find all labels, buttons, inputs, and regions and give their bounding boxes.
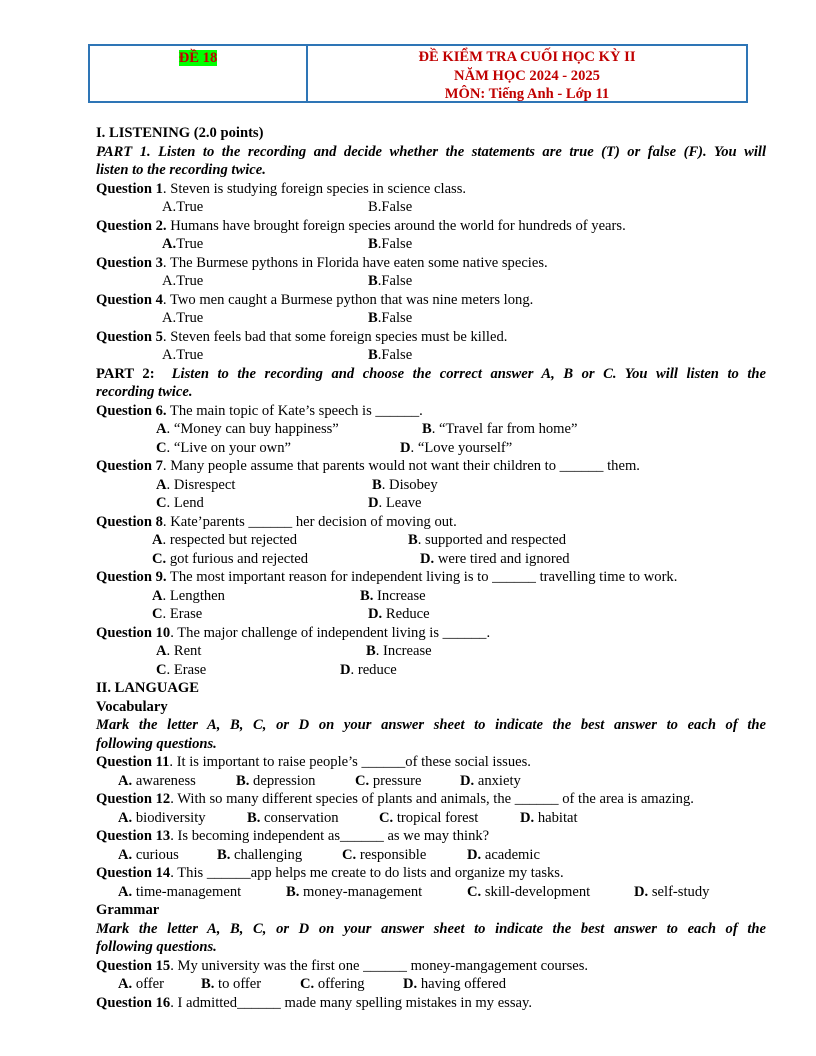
question-8: Question 8. Kate’parents ______ her decision of moving out.	[96, 513, 457, 530]
question-10-options-cd	[96, 661, 766, 680]
option-c: C. Erase	[156, 661, 207, 678]
question-8-options-cd	[96, 550, 766, 569]
option-c: C. offering	[300, 976, 365, 992]
option-c: C. responsible	[342, 846, 427, 863]
option-a: A. curious	[118, 846, 179, 863]
option-a: A.True	[162, 347, 204, 363]
part1-instruction-cont: listen to the recording twice.	[96, 162, 266, 178]
question-5-options	[96, 346, 766, 365]
question-8-options-ab	[96, 531, 766, 550]
question-12: Question 12. With so many different species of plants and animals, the ______ of the area is amazing.	[96, 791, 694, 807]
option-c: C. Lend	[156, 495, 204, 511]
option-d: D. academic	[467, 846, 540, 863]
grammar-instruction-cont: following questions.	[96, 939, 217, 955]
subheading-vocabulary: Vocabulary	[96, 698, 168, 715]
vocab-instruction: Mark the letter A, B, C, or D on your answer sheet to indicate the best answer to each of the	[96, 717, 766, 733]
section-heading-listening: I. LISTENING (2.0 points)	[96, 125, 264, 141]
exam-header-box	[88, 44, 748, 103]
question-6-options-cd	[96, 439, 766, 458]
option-d: D. were tired and ignored	[420, 550, 570, 567]
question-13-options	[96, 846, 766, 865]
option-c: C. pressure	[355, 772, 422, 789]
vocab-instruction-cont: following questions.	[96, 735, 217, 752]
question-13: Question 13. Is becoming independent as______ as we may think?	[96, 828, 490, 844]
question-4-options	[96, 309, 766, 328]
option-b: B. Increase	[366, 643, 432, 659]
option-b: B. challenging	[217, 846, 303, 863]
question-11: Question 11. It is important to raise people’s ______of these social issues.	[96, 754, 531, 770]
option-b: B.False	[368, 347, 413, 363]
question-5: Question 5. Steven feels bad that some foreign species must be killed.	[96, 328, 508, 345]
option-b: B. Disobey	[372, 476, 438, 493]
question-1-options	[96, 198, 766, 217]
option-c: C. tropical forest	[379, 809, 479, 826]
option-a: A.True	[162, 199, 204, 215]
question-9-options-ab	[96, 587, 766, 606]
question-7-options-ab	[96, 476, 766, 495]
option-b: B.False	[368, 310, 413, 326]
question-6: Question 6. The main topic of Kate’s speech is ______.	[96, 402, 423, 419]
question-11-options	[96, 772, 766, 791]
option-d: D. reduce	[340, 661, 397, 678]
question-6-options-ab	[96, 420, 766, 439]
question-3-options	[96, 272, 766, 291]
question-14: Question 14. This ______app helps me create to do lists and organize my tasks.	[96, 865, 564, 881]
exam-code-cell	[90, 46, 308, 101]
option-b: B.False	[368, 236, 413, 252]
section-heading-language: II. LANGUAGE	[96, 680, 199, 696]
subheading-grammar: Grammar	[96, 902, 160, 918]
option-d: D. self-study	[634, 883, 710, 900]
question-15: Question 15. My university was the first one ______ money-mangagement courses.	[96, 957, 589, 974]
option-a: A. biodiversity	[118, 809, 206, 826]
part2-instruction-cont: recording twice.	[96, 384, 193, 400]
part2-instruction: PART 2: Listen to the recording and choose the correct answer A, B or C. You will listen to the	[96, 365, 766, 382]
option-a: A. offer	[118, 976, 164, 992]
option-a: A. Lengthen	[152, 587, 225, 604]
option-b: B. money-management	[286, 883, 423, 900]
grammar-instruction: Mark the letter A, B, C, or D on your answer sheet to indicate the best answer to each of the	[96, 920, 766, 937]
question-15-options	[96, 975, 766, 994]
option-b: B.False	[368, 273, 413, 289]
question-12-options	[96, 809, 766, 828]
option-a: A.True	[162, 236, 204, 252]
question-4: Question 4. Two men caught a Burmese python that was nine meters long.	[96, 291, 534, 308]
option-d: D. habitat	[520, 809, 578, 826]
question-1: Question 1. Steven is studying foreign species in science class.	[96, 180, 467, 197]
option-a: A. Rent	[156, 643, 202, 659]
question-9-options-cd	[96, 605, 766, 624]
option-a: A.True	[162, 273, 204, 289]
exam-title-cell	[308, 46, 746, 101]
option-d: D. Reduce	[368, 606, 430, 622]
option-b: B. conservation	[247, 809, 339, 826]
question-7-options-cd	[96, 494, 766, 513]
question-10: Question 10. The major challenge of independent living is ______.	[96, 624, 491, 641]
question-3: Question 3. The Burmese pythons in Florida have eaten some native species.	[96, 254, 548, 271]
question-7: Question 7. Many people assume that parents would not want their children to ______ them.	[96, 458, 640, 474]
exam-content	[96, 124, 766, 1012]
option-a: A. respected but rejected	[152, 532, 298, 548]
option-a: A. “Money can buy happiness”	[156, 421, 339, 437]
option-c: C. “Live on your own”	[156, 439, 291, 456]
option-b: B. to offer	[201, 976, 262, 992]
option-a: A.True	[162, 310, 204, 326]
exam-year: NĂM HỌC 2024 - 2025	[454, 67, 600, 84]
exam-code: ĐỀ 18	[178, 50, 218, 66]
option-c: C. got furious and rejected	[152, 550, 309, 567]
option-b: B. supported and respected	[408, 532, 567, 548]
question-2-options	[96, 235, 766, 254]
exam-title: ĐỀ KIỂM TRA CUỐI HỌC KỲ II	[418, 49, 636, 65]
question-14-options	[96, 883, 766, 902]
question-16: Question 16. I admitted______ made many spelling mistakes in my essay.	[96, 994, 533, 1011]
question-10-options-ab	[96, 642, 766, 661]
option-a: A. awareness	[118, 772, 196, 789]
option-c: C. skill-development	[467, 883, 591, 900]
question-9: Question 9. The most important reason for independent living is to ______ travelling time to work.	[96, 569, 678, 585]
option-a: A. Disrespect	[156, 476, 236, 493]
option-b: B. depression	[236, 772, 316, 789]
option-d: D. “Love yourself”	[400, 439, 513, 456]
option-b: B.False	[368, 199, 413, 215]
part1-instruction: PART 1. Listen to the recording and decide whether the statements are true (T) or false (F). You will	[96, 143, 766, 160]
option-d: D. anxiety	[460, 772, 521, 789]
option-b: B. “Travel far from home”	[422, 421, 578, 437]
option-d: D. Leave	[368, 495, 422, 511]
exam-subject: MÔN: Tiếng Anh - Lớp 11	[444, 86, 610, 102]
option-c: C. Erase	[152, 606, 203, 622]
option-b: B. Increase	[360, 587, 426, 604]
option-a: A. time-management	[118, 883, 242, 900]
question-2: Question 2. Humans have brought foreign species around the world for hundreds of years.	[96, 217, 626, 234]
option-d: D. having offered	[403, 976, 507, 992]
